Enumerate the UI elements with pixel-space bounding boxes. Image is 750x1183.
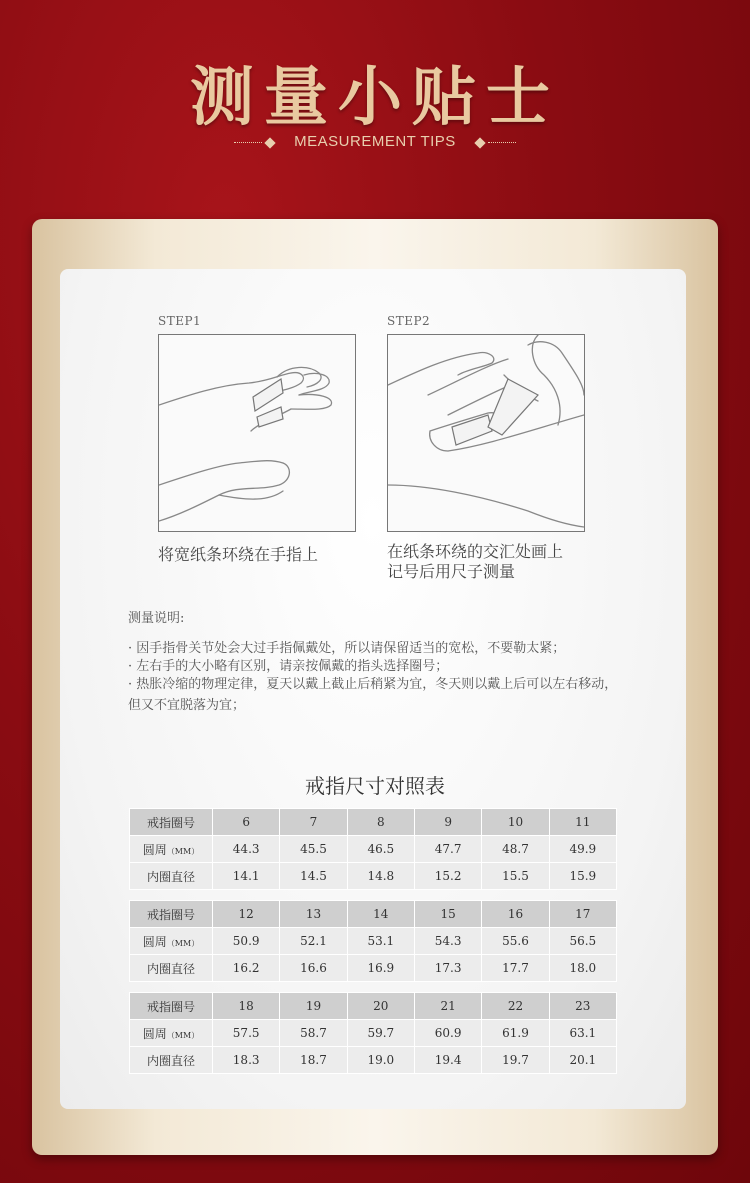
diameter-row [130,955,617,982]
size-cell: 14 [347,901,414,928]
circumference-cell: 54.3 [414,928,481,955]
size-row [130,901,617,928]
diameter-cell: 14.8 [347,863,414,890]
circumference-cell: 60.9 [414,1020,481,1047]
circumference-cell: 59.7 [347,1020,414,1047]
step1-caption: 将宽纸条环绕在手指上 [158,545,319,564]
size-table-group-1 [129,808,617,890]
size-cell: 20 [347,993,414,1020]
row-label-circumference: 圆周（MM） [130,928,213,955]
size-cell: 21 [414,993,481,1020]
notes-title: 测量说明: [128,611,185,626]
circumference-cell: 48.7 [482,836,549,863]
circumference-row [130,928,617,955]
size-table-group-3 [129,992,617,1074]
step2-caption-line2: 记号后用尺子测量 [387,562,516,581]
diameter-cell: 16.6 [280,955,347,982]
circumference-cell: 44.3 [213,836,280,863]
diameter-cell: 18.7 [280,1047,347,1074]
circumference-cell: 53.1 [347,928,414,955]
row-label-size: 戒指圈号 [130,993,213,1020]
diameter-cell: 16.2 [213,955,280,982]
note-item: · 热胀冷缩的物理定律，夏天以戴上截止后稍紧为宜，冬天则以戴上后可以左右移动，但又不宜脱落为宜； [128,677,618,713]
diameter-cell: 16.9 [347,955,414,982]
subtitle-text: MEASUREMENT TIPS [294,133,456,150]
row-label-diameter: 内圈直径 [130,955,213,982]
diameter-cell: 14.1 [213,863,280,890]
diameter-cell: 18.0 [549,955,616,982]
size-cell: 22 [482,993,549,1020]
step2-caption-line1: 在纸条环绕的交汇处画上 [387,542,564,561]
size-cell: 18 [213,993,280,1020]
size-cell: 6 [213,809,280,836]
diameter-cell: 17.7 [482,955,549,982]
size-row [130,993,617,1020]
diameter-cell: 18.3 [213,1047,280,1074]
row-label-size: 戒指圈号 [130,901,213,928]
note-item: · 左右手的大小略有区别，请亲按佩戴的指头选择圈号； [128,659,449,674]
size-cell: 10 [482,809,549,836]
circumference-cell: 58.7 [280,1020,347,1047]
size-cell: 19 [280,993,347,1020]
size-cell: 12 [213,901,280,928]
size-cell: 13 [280,901,347,928]
row-label-size: 戒指圈号 [130,809,213,836]
right-ornament [472,134,516,151]
circumference-cell: 55.6 [482,928,549,955]
circumference-cell: 49.9 [549,836,616,863]
circumference-cell: 52.1 [280,928,347,955]
circumference-cell: 57.5 [213,1020,280,1047]
row-label-circumference: 圆周（MM） [130,1020,213,1047]
circumference-cell: 47.7 [414,836,481,863]
diameter-cell: 15.9 [549,863,616,890]
step1-illustration [158,334,356,532]
size-table-title: 戒指尺寸对照表 [305,774,445,798]
size-cell: 16 [482,901,549,928]
circumference-cell: 45.5 [280,836,347,863]
diameter-cell: 19.0 [347,1047,414,1074]
circumference-row [130,1020,617,1047]
size-cell: 23 [549,993,616,1020]
page-subtitle [0,133,750,151]
circumference-cell: 61.9 [482,1020,549,1047]
size-cell: 11 [549,809,616,836]
size-cell: 7 [280,809,347,836]
diameter-row [130,1047,617,1074]
size-row [130,809,617,836]
diameter-cell: 19.7 [482,1047,549,1074]
page-title: 测量小贴士 [190,60,560,135]
size-cell: 15 [414,901,481,928]
mark-and-measure-icon [388,335,584,531]
circumference-cell: 50.9 [213,928,280,955]
diameter-cell: 19.4 [414,1047,481,1074]
note-item: · 因手指骨关节处会大过手指佩戴处，所以请保留适当的宽松，不要勒太紧； [128,641,566,656]
circumference-cell: 56.5 [549,928,616,955]
hand-wrap-paper-icon [159,335,355,531]
step1-label: STEP1 [158,314,202,328]
circumference-row [130,836,617,863]
size-table-group-2 [129,900,617,982]
row-label-diameter: 内圈直径 [130,1047,213,1074]
diameter-row [130,863,617,890]
diameter-cell: 20.1 [549,1047,616,1074]
diameter-cell: 14.5 [280,863,347,890]
circumference-cell: 63.1 [549,1020,616,1047]
left-ornament [234,134,278,151]
size-cell: 9 [414,809,481,836]
size-cell: 17 [549,901,616,928]
circumference-cell: 46.5 [347,836,414,863]
size-cell: 8 [347,809,414,836]
diameter-cell: 15.2 [414,863,481,890]
row-label-circumference: 圆周（MM） [130,836,213,863]
diameter-cell: 17.3 [414,955,481,982]
step2-label: STEP2 [387,314,431,328]
diameter-cell: 15.5 [482,863,549,890]
step2-illustration [387,334,585,532]
row-label-diameter: 内圈直径 [130,863,213,890]
step2-caption [387,542,563,582]
